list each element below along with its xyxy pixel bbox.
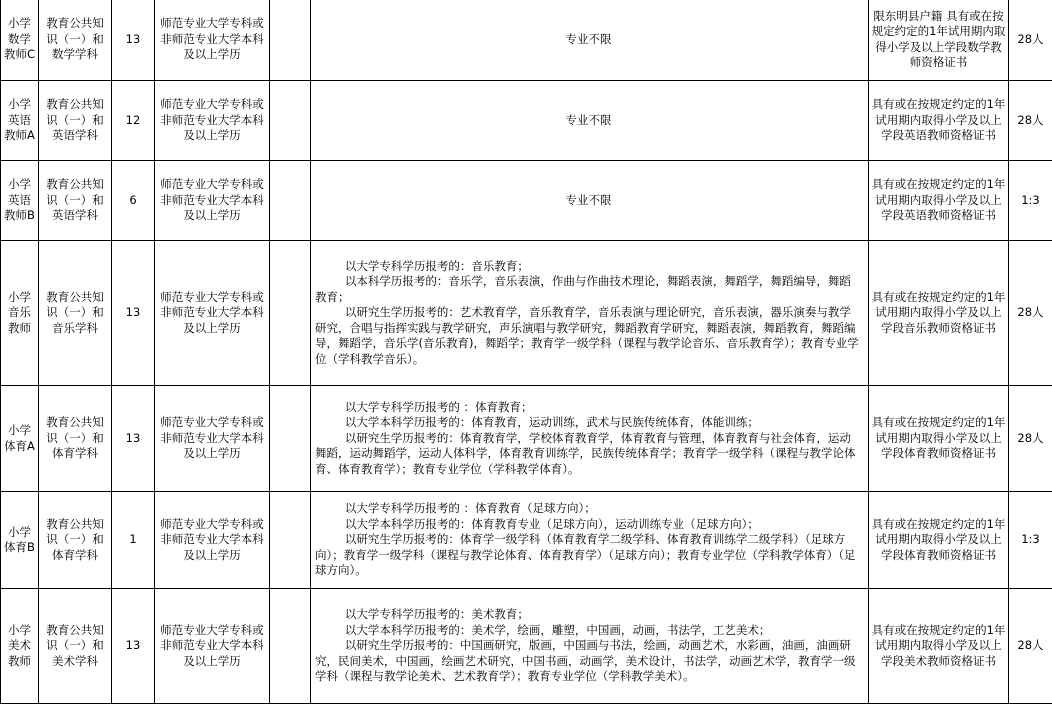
blank-cell xyxy=(270,386,311,492)
ratio-cell: 28人 xyxy=(1009,386,1052,492)
table-row xyxy=(1,492,1052,589)
major-line-college: 以大学专科学历报考的 ：体育教育； xyxy=(315,400,862,416)
major-cell xyxy=(311,492,869,589)
position-cell: 小学英语教师B xyxy=(1,161,39,241)
major-line-college: 以大学专科学历报考的 ：体育教育（足球方向）； xyxy=(315,501,862,517)
requirement-cell: 具有或在按规定约定的1年试用期内取得小学及以上学段英语教师资格证书 xyxy=(869,161,1009,241)
major-line-bachelor: 以大学本科学历报考的：体育教育专业（足球方向），运动训练专业（足球方向）； xyxy=(315,517,862,533)
exam-subject-cell: 教育公共知识（一）和英语学科 xyxy=(39,81,112,161)
position-cell: 小学体育A xyxy=(1,386,39,492)
headcount-cell: 6 xyxy=(112,161,155,241)
education-cell: 师范专业大学专科或非师范专业大学本科及以上学历 xyxy=(155,492,270,589)
table-row xyxy=(1,161,1052,241)
headcount-cell: 1 xyxy=(112,492,155,589)
position-cell: 小学数学教师C xyxy=(1,0,39,81)
table-row xyxy=(1,0,1052,81)
ratio-cell: 28人 xyxy=(1009,0,1052,81)
position-cell: 小学音乐教师 xyxy=(1,241,39,386)
major-cell xyxy=(311,241,869,386)
education-cell: 师范专业大学专科或非师范专业大学本科及以上学历 xyxy=(155,81,270,161)
position-cell: 小学美术教师 xyxy=(1,589,39,704)
ratio-cell: 28人 xyxy=(1009,81,1052,161)
exam-subject-cell: 教育公共知识（一）和英语学科 xyxy=(39,161,112,241)
exam-subject-cell: 教育公共知识（一）和数学学科 xyxy=(39,0,112,81)
major-line-bachelor: 以大学本科学历报考的：美术学，绘画，雕塑，中国画，动画，书法学，工艺美术； xyxy=(315,623,862,639)
major-cell: 专业不限 xyxy=(311,81,869,161)
major-line-graduate: 以研究生学历报考的：体育学一级学科（体育教育学二级学科、体育教育训练学二级学科）（足球方向）；教育学一级学科（课程与教学论体育、体育教育学）（足球方向）；教育专业学位（学科教学体育）（足球方向）。 xyxy=(315,532,862,579)
headcount-cell: 13 xyxy=(112,589,155,704)
ratio-cell: 28人 xyxy=(1009,241,1052,386)
education-cell: 师范专业大学专科或非师范专业大学本科及以上学历 xyxy=(155,241,270,386)
blank-cell xyxy=(270,161,311,241)
major-line-bachelor: 以大学本科学历报考的：体育教育，运动训练，武术与民族传统体育，体能训练； xyxy=(315,415,862,431)
requirement-cell: 具有或在按规定约定的1年试用期内取得小学及以上学段音乐教师资格证书 xyxy=(869,241,1009,386)
blank-cell xyxy=(270,492,311,589)
ratio-cell: 1:3 xyxy=(1009,161,1052,241)
major-line-bachelor: 以本科学历报考的：音乐学，音乐表演，作曲与作曲技术理论，舞蹈表演，舞蹈学，舞蹈编导，舞蹈教育； xyxy=(315,274,862,305)
exam-subject-cell: 教育公共知识（一）和美术学科 xyxy=(39,589,112,704)
table-row xyxy=(1,241,1052,386)
blank-cell xyxy=(270,589,311,704)
major-cell xyxy=(311,589,869,704)
ratio-cell: 1:3 xyxy=(1009,492,1052,589)
major-line-college: 以大学专科学历报考的：美术教育； xyxy=(315,607,862,623)
blank-cell xyxy=(270,0,311,81)
requirement-cell: 具有或在按规定约定的1年试用期内取得小学及以上学段体育教师资格证书 xyxy=(869,492,1009,589)
requirement-cell: 具有或在按规定约定的1年试用期内取得小学及以上学段美术教师资格证书 xyxy=(869,589,1009,704)
table-row xyxy=(1,386,1052,492)
blank-cell xyxy=(270,241,311,386)
education-cell: 师范专业大学专科或非师范专业大学本科及以上学历 xyxy=(155,161,270,241)
exam-subject-cell: 教育公共知识（一）和体育学科 xyxy=(39,386,112,492)
exam-subject-cell: 教育公共知识（一）和体育学科 xyxy=(39,492,112,589)
requirement-cell: 具有或在按规定约定的1年试用期内取得小学及以上学段体育教师资格证书 xyxy=(869,386,1009,492)
headcount-cell: 13 xyxy=(112,0,155,81)
table-row xyxy=(1,81,1052,161)
blank-cell xyxy=(270,81,311,161)
headcount-cell: 13 xyxy=(112,241,155,386)
exam-subject-cell: 教育公共知识（一）和音乐学科 xyxy=(39,241,112,386)
ratio-cell: 28人 xyxy=(1009,589,1052,704)
major-line-college: 以大学专科学历报考的：音乐教育； xyxy=(315,259,862,275)
major-cell xyxy=(311,386,869,492)
education-cell: 师范专业大学专科或非师范专业大学本科及以上学历 xyxy=(155,386,270,492)
position-cell: 小学体育B xyxy=(1,492,39,589)
headcount-cell: 13 xyxy=(112,386,155,492)
major-line-graduate: 以研究生学历报考的：艺术教育学，音乐教育学，音乐表演与理论研究，音乐表演，器乐演奏与教学研究，合唱与指挥实践与教学研究，声乐演唱与教学研究，舞蹈教育学研究，舞蹈表演，舞蹈教育，舞蹈编导，舞蹈学，音乐学(音乐教育)，舞蹈学；教育学一级学科（课程与教学论音乐、音乐教育学）；教育专业学位（学科教学音乐）。 xyxy=(315,305,862,367)
major-cell: 专业不限 xyxy=(311,161,869,241)
headcount-cell: 12 xyxy=(112,81,155,161)
requirement-cell: 限东明县户籍 具有或在按规定约定的1年试用期内取得小学及以上学段数学教师资格证书 xyxy=(869,0,1009,81)
position-cell: 小学英语教师A xyxy=(1,81,39,161)
major-cell: 专业不限 xyxy=(311,0,869,81)
requirement-cell: 具有或在按规定约定的1年试用期内取得小学及以上学段英语教师资格证书 xyxy=(869,81,1009,161)
table-row xyxy=(1,589,1052,704)
education-cell: 师范专业大学专科或非师范专业大学本科及以上学历 xyxy=(155,0,270,81)
major-line-graduate: 以研究生学历报考的：体育教育学，学校体育教育学，体育教育与管理，体育教育与社会体育，运动舞蹈，运动舞蹈学，运动人体科学，体育教育训练学，民族传统体育学；教育学一级学科（课程与教学论体育、体育教育学）；教育专业学位（学科教学体育）。 xyxy=(315,431,862,478)
education-cell: 师范专业大学专科或非师范专业大学本科及以上学历 xyxy=(155,589,270,704)
major-line-graduate: 以研究生学历报考的：中国画研究，版画，中国画与书法，绘画，动画艺术，水彩画，油画，油画研究，民间美术，中国画，绘画艺术研究，中国书画，动画学，美术设计，书法学，动画艺术学，教育学一级学科（课程与教学论美术、艺术教育学）；教育专业学位（学科教学美术）。 xyxy=(315,638,862,685)
